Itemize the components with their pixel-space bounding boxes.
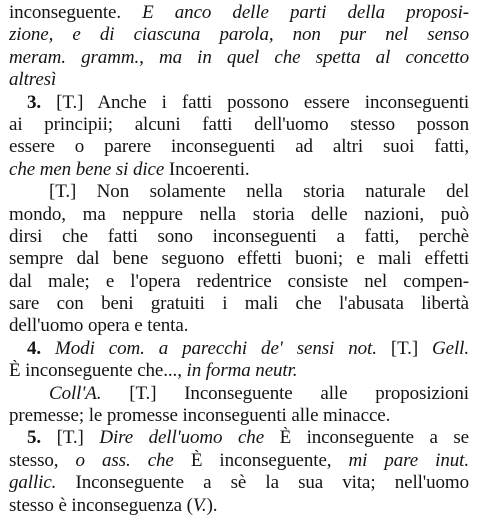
sense-text: È inconseguente, — [173, 449, 349, 471]
citation-text: dirsi che fatti sono inconseguenti a fatti, perchè — [9, 225, 469, 247]
sense-number: 5. — [27, 427, 42, 449]
text-line-8 — [9, 159, 469, 181]
text-line-7 — [9, 136, 469, 158]
sense-text: stesso, — [9, 449, 76, 471]
text-line-10 — [9, 204, 469, 226]
source-tag: [T.] — [41, 427, 100, 449]
italic-gloss: in forma neutr. — [186, 360, 298, 382]
italic-gloss: altresì — [9, 69, 57, 91]
sense-number: 3. — [27, 91, 42, 113]
text-line-20 — [9, 427, 469, 449]
italic-gloss: meram. gramm., ma in quel che spetta al concetto — [9, 46, 469, 68]
sense-text: ). — [206, 494, 218, 516]
citation-text: sare con beni gratuiti i mali che l'abusata libertà — [9, 293, 469, 315]
italic-gloss: Modi com. a parecchi de' sensi not. — [41, 337, 377, 359]
text-line-3 — [9, 47, 469, 69]
text-line-12 — [9, 248, 469, 270]
citation-text: sempre dal bene seguono effetti buoni; e mali effetti — [9, 248, 469, 270]
sense-text: premesse; le promesse inconseguenti alle minacce. — [9, 405, 391, 427]
sense-text: Inconseguente a sè la sua vita; nell'uomo — [56, 472, 469, 494]
sense-text: È inconseguente a se — [264, 427, 469, 449]
italic-gloss: zione, e di ciascuna parola, non pur nel senso — [9, 24, 469, 46]
text-line-18 — [9, 383, 469, 405]
text-line-6 — [9, 114, 469, 136]
text-line-5 — [9, 92, 469, 114]
italic-gloss: gallic. — [9, 472, 57, 494]
sense-text: stesso è inconseguenza ( — [9, 494, 193, 516]
citation-text: dell'uomo opera e tenta. — [9, 315, 189, 337]
italic-gloss: Dire dell'uomo che — [99, 427, 265, 449]
text-line-11 — [9, 226, 469, 248]
sense-number: 4. — [27, 337, 42, 359]
sense-text: È inconseguente che..., — [9, 360, 187, 382]
text-line-19 — [9, 405, 469, 427]
text-line-16 — [9, 338, 469, 360]
citation-text: [T.] Non solamente nella storia naturale del — [49, 181, 469, 203]
headword-tail: inconseguente. — [9, 2, 143, 23]
citation-text: mondo, ma neppure nella storia delle nazioni, può — [9, 203, 469, 225]
italic-gloss: mi pare inut. — [348, 449, 469, 471]
italic-gloss: Coll'A. — [49, 382, 102, 404]
sense-text: Incoerenti. — [164, 158, 250, 180]
text-line-4 — [9, 69, 469, 91]
sense-text: [T.] Inconseguente alle proposizioni — [101, 382, 469, 404]
italic-gloss: o ass. che — [75, 449, 174, 471]
source-tag: [T.] — [376, 337, 433, 359]
sense-text: ai principii; alcuni fatti dell'uomo stesso posson — [9, 113, 469, 135]
sense-text: [T.] Anche i fatti possono essere inconseguenti — [41, 91, 469, 113]
text-line-22 — [9, 472, 469, 494]
text-line-2 — [9, 24, 469, 46]
text-line-14 — [9, 293, 469, 315]
text-line-21 — [9, 450, 469, 472]
cross-reference: V. — [192, 494, 207, 516]
text-line-17 — [9, 360, 469, 382]
text-line-15 — [9, 315, 469, 337]
text-line-9 — [9, 181, 469, 203]
sense-text: essere o parere inconseguenti ad altri suoi fatti, — [9, 136, 469, 158]
text-line-13 — [9, 271, 469, 293]
italic-gloss: che men bene si dice — [9, 158, 165, 180]
text-line-23 — [9, 495, 469, 517]
citation-text: dal male; e l'opera redentrice consiste nel compen- — [9, 270, 469, 292]
italic-gloss: E anco delle parti della proposi- — [142, 2, 469, 23]
author-abbrev: Gell. — [432, 337, 469, 359]
text-line-1 — [9, 2, 469, 24]
